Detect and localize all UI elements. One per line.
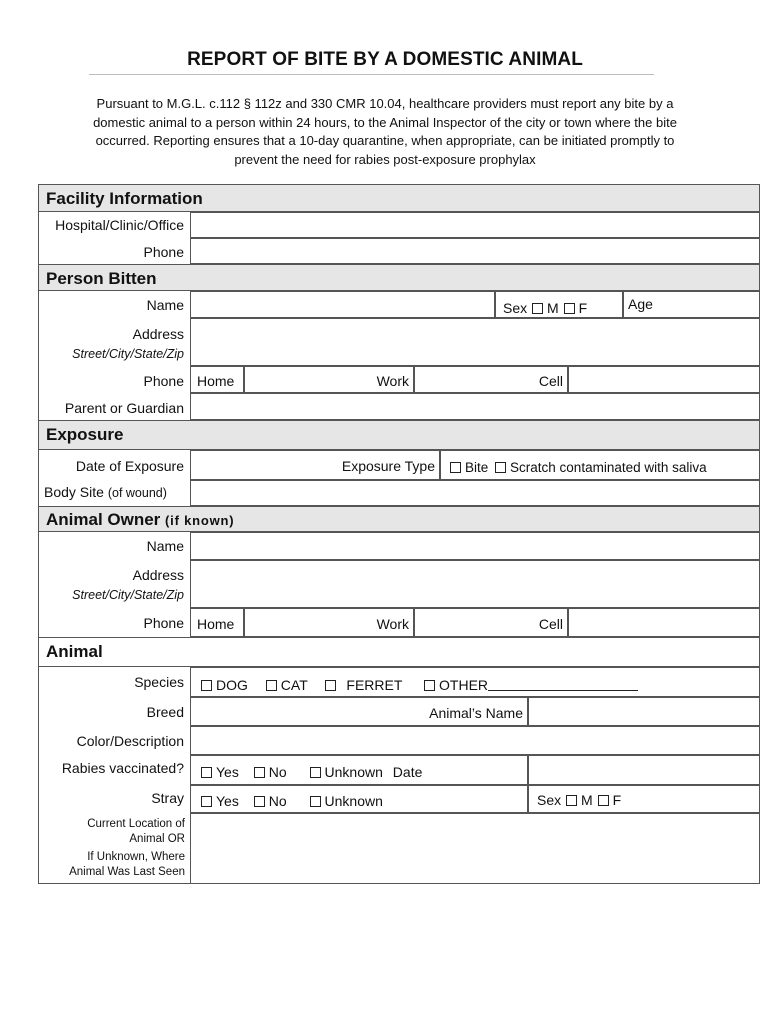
person-address-label bbox=[38, 318, 190, 366]
rabies-date-field[interactable] bbox=[528, 755, 760, 785]
section-animal-title: Animal bbox=[46, 642, 103, 661]
section-facility bbox=[38, 184, 760, 212]
owner-home-label: Home bbox=[197, 616, 235, 632]
breed-field[interactable] bbox=[190, 697, 528, 726]
rabies-label: Rabies vaccinated? bbox=[61, 760, 184, 776]
stray-yes-label: Yes bbox=[216, 793, 239, 809]
form-title: REPORT OF BITE BY A DOMESTIC ANIMAL bbox=[187, 49, 583, 70]
person-home-phone-field[interactable] bbox=[244, 366, 414, 393]
owner-work-label: Work bbox=[376, 616, 409, 632]
person-age-field[interactable] bbox=[623, 291, 760, 318]
exposure-date-field[interactable] bbox=[190, 450, 440, 480]
bite-checkbox[interactable] bbox=[450, 462, 461, 473]
stray-unknown-label: Unknown bbox=[324, 793, 383, 809]
facility-phone-label: Phone bbox=[143, 244, 184, 260]
body-site-field[interactable] bbox=[190, 480, 760, 506]
person-cell-phone-field[interactable] bbox=[568, 366, 760, 393]
section-exposure-title: Exposure bbox=[46, 425, 124, 444]
animal-sex-f-label: F bbox=[612, 792, 622, 808]
rabies-no-checkbox[interactable] bbox=[254, 767, 265, 778]
owner-address-field[interactable] bbox=[190, 560, 760, 608]
bite-option-label: Bite bbox=[465, 460, 489, 475]
section-owner-title: Animal Owner bbox=[46, 510, 161, 529]
person-address-hint: Street/City/State/Zip bbox=[72, 347, 184, 361]
intro-paragraph: Pursuant to M.G.L. c.112 § 112z and 330 CMR 10.04, healthcare providers must report any bite by a domestic animal to a person within 24 hours, to the Animal Inspector of the city or town where the bite occurred. Reporting ensures that a 10-day quarantine, when appropriate, can be initiated promptly to prevent the need for rabies post-exposure prophylax bbox=[93, 96, 677, 167]
rabies-unknown-checkbox[interactable] bbox=[310, 767, 321, 778]
title-divider bbox=[89, 74, 654, 75]
person-phone-label: Phone bbox=[143, 373, 184, 389]
person-sex-m-label: M bbox=[547, 300, 559, 316]
person-sex-label: Sex bbox=[503, 300, 528, 316]
rabies-yes-label: Yes bbox=[216, 764, 239, 780]
owner-cell-label: Cell bbox=[538, 616, 563, 632]
rabies-options bbox=[190, 755, 528, 785]
owner-home-label-cell bbox=[190, 608, 244, 637]
body-site-label bbox=[38, 480, 190, 506]
species-cat-label: CAT bbox=[280, 677, 308, 693]
person-sex-f-label: F bbox=[578, 300, 588, 316]
hospital-label: Hospital/Clinic/Office bbox=[55, 217, 184, 233]
person-home-label-cell bbox=[190, 366, 244, 393]
scratch-option-label: Scratch contaminated with saliva bbox=[510, 460, 707, 475]
section-facility-title: Facility Information bbox=[46, 189, 203, 208]
owner-phone-label: Phone bbox=[143, 615, 184, 631]
stray-unknown-checkbox[interactable] bbox=[310, 796, 321, 807]
section-animal-owner bbox=[38, 506, 760, 532]
person-name-label: Name bbox=[146, 297, 184, 313]
species-dog-label: DOG bbox=[216, 677, 248, 693]
hospital-field[interactable] bbox=[190, 212, 760, 238]
owner-address-label bbox=[38, 560, 190, 608]
person-home-label: Home bbox=[197, 373, 235, 389]
species-dog-checkbox[interactable] bbox=[201, 680, 212, 691]
scratch-checkbox[interactable] bbox=[495, 462, 506, 473]
rabies-date-label: Date bbox=[392, 764, 423, 780]
animal-sex-cell bbox=[528, 785, 760, 813]
person-sex-cell bbox=[495, 291, 623, 318]
person-address-field[interactable] bbox=[190, 318, 760, 366]
animal-sex-f-checkbox[interactable] bbox=[598, 795, 609, 806]
person-age-label: Age bbox=[628, 296, 653, 312]
animal-sex-m-label: M bbox=[581, 792, 593, 808]
species-other-label: OTHER bbox=[439, 677, 489, 693]
section-person-bitten bbox=[38, 264, 760, 291]
owner-address-label-text: Address bbox=[132, 567, 184, 583]
person-address-label-text: Address bbox=[132, 326, 184, 342]
species-ferret-label: FERRET bbox=[346, 677, 403, 693]
person-work-phone-field[interactable] bbox=[414, 366, 568, 393]
stray-no-label: No bbox=[268, 793, 287, 809]
person-sex-f-checkbox[interactable] bbox=[564, 303, 575, 314]
stray-yes-checkbox[interactable] bbox=[201, 796, 212, 807]
animal-location-label-line-3: If Unknown, Where bbox=[87, 851, 185, 863]
animal-name-label: Animal’s Name bbox=[429, 705, 523, 721]
stray-label: Stray bbox=[151, 790, 184, 806]
animal-location-label-line-4: Animal Was Last Seen bbox=[69, 866, 185, 878]
section-person-title: Person Bitten bbox=[46, 269, 157, 288]
color-description-field[interactable] bbox=[190, 726, 760, 755]
facility-phone-field[interactable] bbox=[190, 238, 760, 264]
species-cat-checkbox[interactable] bbox=[266, 680, 277, 691]
stray-options bbox=[190, 785, 528, 813]
exposure-type-options bbox=[440, 450, 760, 480]
person-name-field[interactable] bbox=[190, 291, 495, 318]
exposure-type-label: Exposure Type bbox=[341, 458, 435, 474]
breed-label: Breed bbox=[146, 704, 184, 720]
person-work-label: Work bbox=[376, 373, 409, 389]
species-options bbox=[190, 667, 760, 697]
body-site-hint: (of wound) bbox=[107, 486, 167, 500]
rabies-yes-checkbox[interactable] bbox=[201, 767, 212, 778]
section-owner-note: (if known) bbox=[165, 513, 235, 528]
stray-no-checkbox[interactable] bbox=[254, 796, 265, 807]
guardian-label: Parent or Guardian bbox=[64, 400, 184, 416]
color-description-label: Color/Description bbox=[76, 733, 184, 749]
species-other-checkbox[interactable] bbox=[424, 680, 435, 691]
species-other-line[interactable] bbox=[488, 678, 638, 691]
animal-name-field[interactable] bbox=[528, 697, 760, 726]
person-sex-m-checkbox[interactable] bbox=[532, 303, 543, 314]
owner-cell-phone-field[interactable] bbox=[568, 608, 760, 637]
owner-address-hint: Street/City/State/Zip bbox=[72, 588, 184, 602]
rabies-unknown-label: Unknown bbox=[324, 764, 383, 780]
guardian-field[interactable] bbox=[190, 393, 760, 420]
animal-location-label bbox=[38, 813, 190, 884]
exposure-date-label: Date of Exposure bbox=[75, 458, 184, 474]
animal-sex-label: Sex bbox=[537, 792, 562, 808]
section-animal bbox=[38, 637, 760, 667]
animal-location-label-line-1: Current Location of bbox=[87, 818, 185, 830]
owner-name-label: Name bbox=[146, 538, 184, 554]
animal-sex-m-checkbox[interactable] bbox=[566, 795, 577, 806]
section-exposure bbox=[38, 420, 760, 450]
animal-location-field[interactable] bbox=[190, 813, 760, 884]
person-cell-label: Cell bbox=[538, 373, 563, 389]
owner-home-phone-field[interactable] bbox=[244, 608, 414, 637]
animal-location-label-line-2: Animal OR bbox=[129, 833, 185, 845]
species-ferret-checkbox[interactable] bbox=[325, 680, 336, 691]
owner-work-phone-field[interactable] bbox=[414, 608, 568, 637]
rabies-no-label: No bbox=[268, 764, 287, 780]
bite-report-form bbox=[38, 184, 760, 884]
body-site-label-text: Body Site bbox=[44, 484, 104, 500]
species-label: Species bbox=[134, 674, 184, 690]
owner-name-field[interactable] bbox=[190, 532, 760, 560]
